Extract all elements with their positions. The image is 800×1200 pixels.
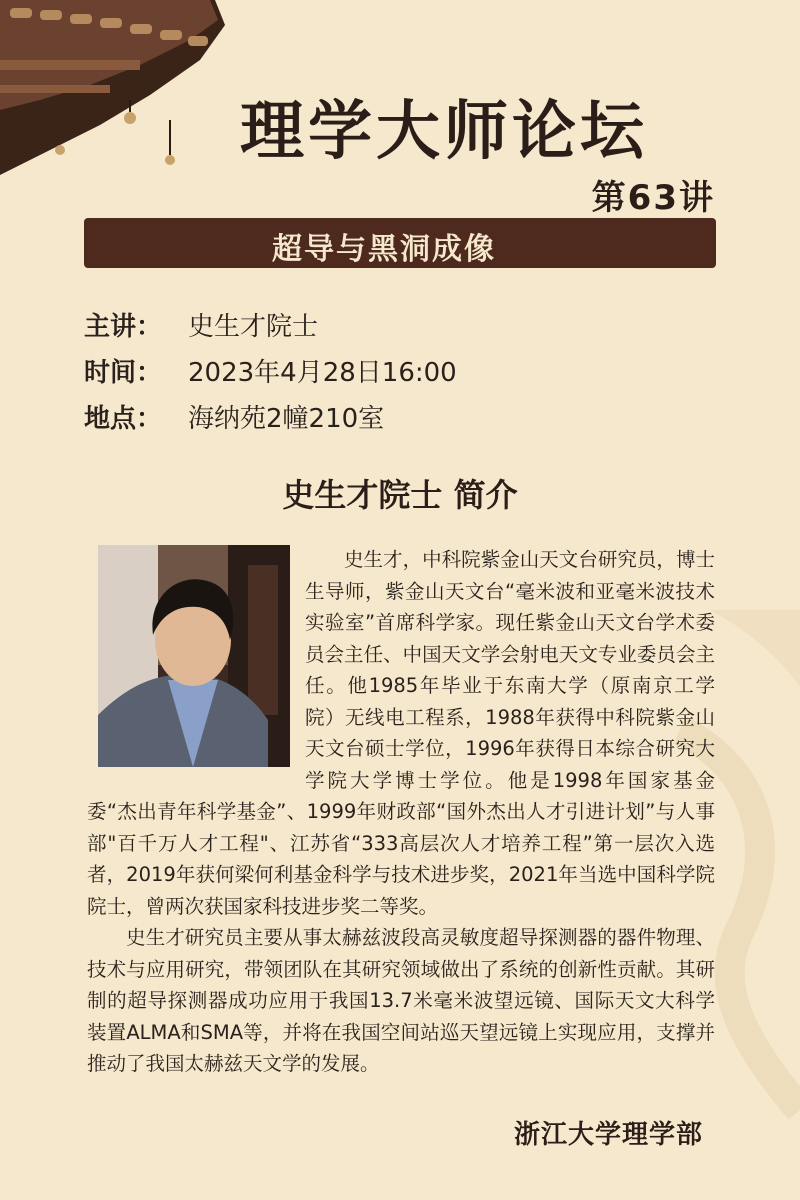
roof-eave-decoration [0, 0, 240, 200]
time-label: 时间： [84, 358, 163, 388]
bio-body [87, 544, 715, 1080]
photo-spacer [87, 544, 305, 796]
bio-paragraph-2: 史生才研究员主要从事太赫兹波段高灵敏度超导探测器的器件物理、技术与应用研究，带领团队在其研究领域做出了系统的创新性贡献。其研制的超导探测器成功应用于我国13.7米毫米波望远镜、国际天文大科学装置ALMA和SMA等，并将在我国空间站巡天望远镜上实现应用，支撑并推动了我国太赫兹天文学的发展。 [87, 926, 715, 1075]
place-value: 海纳苑2幢210室 [188, 404, 385, 434]
speaker-label: 主讲： [84, 312, 163, 342]
place-label: 地点： [84, 404, 163, 434]
bio-heading: 史生才院士 简介 [282, 476, 518, 514]
topic-title: 超导与黑洞成像 [272, 232, 496, 267]
bio-paragraph-1: 史生才，中科院紫金山天文台研究员，博士生导师，紫金山天文台“毫米波和亚毫米波技术实验室”首席科学家。现任紫金山天文台学术委员会主任、中国天文学会射电天文专业委员会主任。他1985年毕业于东南大学（原南京工学院）无线电工程系，1988年获得中科院紫金山天文台硕士学位，1996年获得日本综合研究大学院大学博士学位。他是1998年国家基金委“杰出青年科学基金”、1999年财政部“国外杰出人才引进计划”与人事部"百千万人才工程"、江苏省“333高层次人才培养工程”第一层次入选者，2019年获何梁何利基金科学与技术进步奖，2021年当选中国科学院院士，曾两次获国家科技进步奖二等奖。 [87, 548, 715, 918]
place-row [84, 398, 384, 435]
topic-banner [84, 218, 716, 268]
speaker-row [84, 306, 318, 343]
time-row [84, 352, 457, 389]
lecture-number: 第63讲 [591, 178, 715, 218]
time-value: 2023年4月28日16:00 [188, 358, 457, 388]
organizer: 浙江大学理学部 [513, 1120, 703, 1150]
speaker-value: 史生才院士 [188, 312, 319, 342]
forum-title: 理学大师论坛 [240, 95, 648, 169]
